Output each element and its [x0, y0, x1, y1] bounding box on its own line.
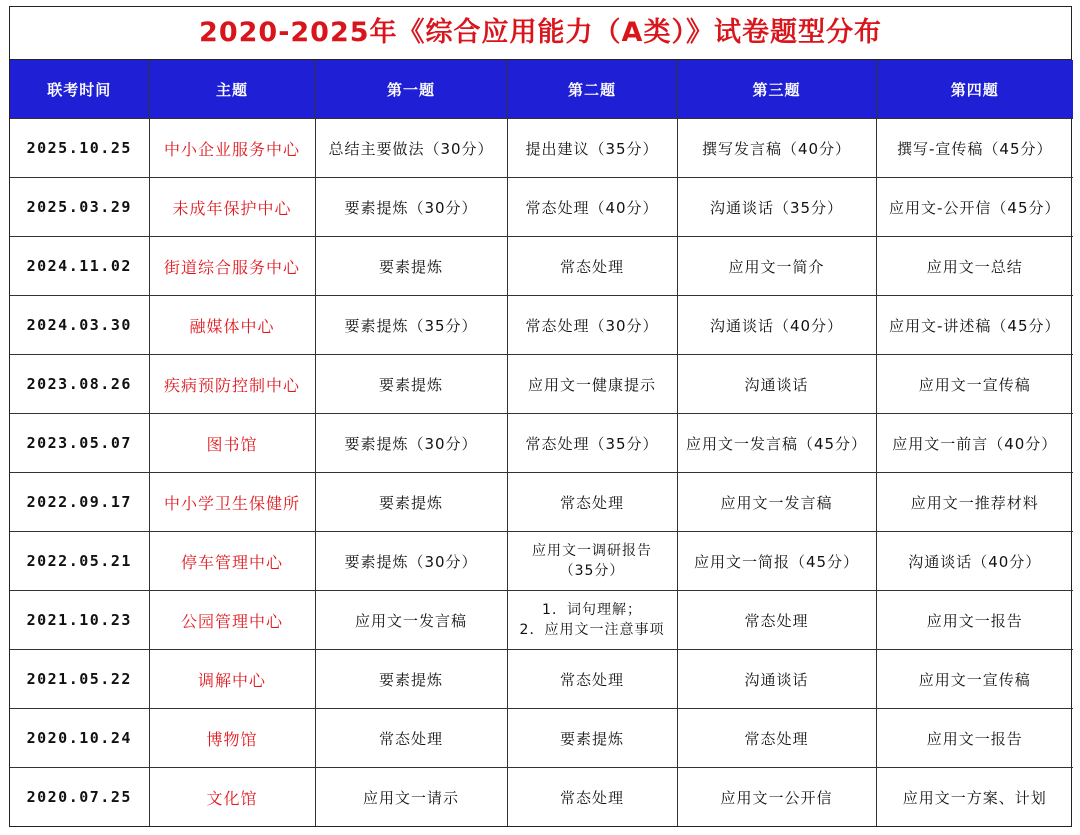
cell-question-2: 常态处理: [507, 237, 677, 296]
cell-question-2: 常态处理: [507, 650, 677, 709]
cell-question-1: 要素提炼: [315, 473, 507, 532]
cell-line: 2．应用文一注意事项: [519, 622, 665, 638]
cell-question-4: 应用文一宣传稿: [876, 650, 1073, 709]
cell-question-1: 要素提炼: [315, 650, 507, 709]
table-row: [10, 296, 1073, 355]
cell-topic: 中小学卫生保健所: [149, 473, 315, 532]
cell-date: 2024.03.30: [10, 296, 149, 355]
cell-question-1: 常态处理: [315, 709, 507, 768]
cell-topic: 疾病预防控制中心: [149, 355, 315, 414]
header-question-1: 第一题: [315, 60, 507, 119]
table-row: [10, 768, 1073, 827]
cell-line: （35分）: [559, 563, 625, 579]
cell-question-1: 要素提炼（30分）: [315, 532, 507, 591]
cell-question-4: 应用文一推荐材料: [876, 473, 1073, 532]
cell-topic: 街道综合服务中心: [149, 237, 315, 296]
cell-date: 2022.09.17: [10, 473, 149, 532]
cell-question-2: 要素提炼: [507, 709, 677, 768]
cell-question-2: 常态处理: [507, 768, 677, 827]
table-row: [10, 414, 1073, 473]
cell-question-4: 撰写-宣传稿（45分）: [876, 119, 1073, 178]
cell-topic: 博物馆: [149, 709, 315, 768]
cell-question-3: 常态处理: [677, 591, 876, 650]
table-row: [10, 591, 1073, 650]
table-header-row: [10, 60, 1073, 119]
cell-date: 2021.05.22: [10, 650, 149, 709]
cell-question-4: 应用文一报告: [876, 709, 1073, 768]
cell-question-1: 要素提炼（30分）: [315, 178, 507, 237]
header-question-4: 第四题: [876, 60, 1073, 119]
header-topic: 主题: [149, 60, 315, 119]
cell-question-1: 应用文一发言稿: [315, 591, 507, 650]
cell-topic: 融媒体中心: [149, 296, 315, 355]
cell-question-3: 应用文一发言稿（45分）: [677, 414, 876, 473]
table-row: [10, 237, 1073, 296]
cell-question-4: 应用文-公开信（45分）: [876, 178, 1073, 237]
cell-question-4: 应用文一总结: [876, 237, 1073, 296]
table-row: [10, 709, 1073, 768]
cell-date: 2022.05.21: [10, 532, 149, 591]
cell-question-1: 总结主要做法（30分）: [315, 119, 507, 178]
cell-line: 1．词句理解；: [542, 602, 642, 618]
cell-topic: 停车管理中心: [149, 532, 315, 591]
cell-topic: 文化馆: [149, 768, 315, 827]
cell-question-3: 撰写发言稿（40分）: [677, 119, 876, 178]
cell-question-2: 常态处理（30分）: [507, 296, 677, 355]
cell-question-1: 应用文一请示: [315, 768, 507, 827]
cell-question-3: 应用文一简介: [677, 237, 876, 296]
cell-question-1: 要素提炼（30分）: [315, 414, 507, 473]
cell-question-2: 提出建议（35分）: [507, 119, 677, 178]
header-question-2: 第二题: [507, 60, 677, 119]
cell-question-4: 沟通谈话（40分）: [876, 532, 1073, 591]
cell-question-3: 应用文一公开信: [677, 768, 876, 827]
cell-date: 2025.03.29: [10, 178, 149, 237]
table-row: [10, 119, 1073, 178]
cell-line: 应用文一调研报告: [532, 543, 652, 559]
table-row: [10, 473, 1073, 532]
cell-question-2: 应用文一健康提示: [507, 355, 677, 414]
cell-question-2: [507, 532, 677, 591]
cell-date: 2023.08.26: [10, 355, 149, 414]
cell-question-3: 沟通谈话: [677, 355, 876, 414]
cell-topic: 图书馆: [149, 414, 315, 473]
exam-distribution-sheet: [9, 6, 1072, 827]
table-row: [10, 355, 1073, 414]
cell-date: 2020.10.24: [10, 709, 149, 768]
table-row: [10, 532, 1073, 591]
cell-question-1: 要素提炼: [315, 237, 507, 296]
table-row: [10, 650, 1073, 709]
cell-question-3: 沟通谈话（35分）: [677, 178, 876, 237]
cell-question-3: 应用文一发言稿: [677, 473, 876, 532]
cell-question-3: 沟通谈话: [677, 650, 876, 709]
header-question-3: 第三题: [677, 60, 876, 119]
page-title: 2020-2025年《综合应用能力（A类）》试卷题型分布: [10, 7, 1071, 60]
cell-question-4: 应用文一前言（40分）: [876, 414, 1073, 473]
exam-table: [10, 60, 1073, 826]
cell-question-1: 要素提炼: [315, 355, 507, 414]
cell-question-2: [507, 591, 677, 650]
cell-date: 2020.07.25: [10, 768, 149, 827]
cell-question-3: 沟通谈话（40分）: [677, 296, 876, 355]
cell-question-2: 常态处理: [507, 473, 677, 532]
cell-question-4: 应用文-讲述稿（45分）: [876, 296, 1073, 355]
table-row: [10, 178, 1073, 237]
cell-question-2: 常态处理（35分）: [507, 414, 677, 473]
cell-topic: 调解中心: [149, 650, 315, 709]
cell-date: 2023.05.07: [10, 414, 149, 473]
cell-date: 2021.10.23: [10, 591, 149, 650]
cell-question-4: 应用文一宣传稿: [876, 355, 1073, 414]
cell-date: 2025.10.25: [10, 119, 149, 178]
header-exam-date: 联考时间: [10, 60, 149, 119]
cell-question-4: 应用文一报告: [876, 591, 1073, 650]
cell-topic: 中小企业服务中心: [149, 119, 315, 178]
cell-question-4: 应用文一方案、计划: [876, 768, 1073, 827]
cell-date: 2024.11.02: [10, 237, 149, 296]
cell-question-3: 应用文一简报（45分）: [677, 532, 876, 591]
cell-question-2: 常态处理（40分）: [507, 178, 677, 237]
cell-topic: 未成年保护中心: [149, 178, 315, 237]
cell-topic: 公园管理中心: [149, 591, 315, 650]
cell-question-1: 要素提炼（35分）: [315, 296, 507, 355]
cell-question-3: 常态处理: [677, 709, 876, 768]
